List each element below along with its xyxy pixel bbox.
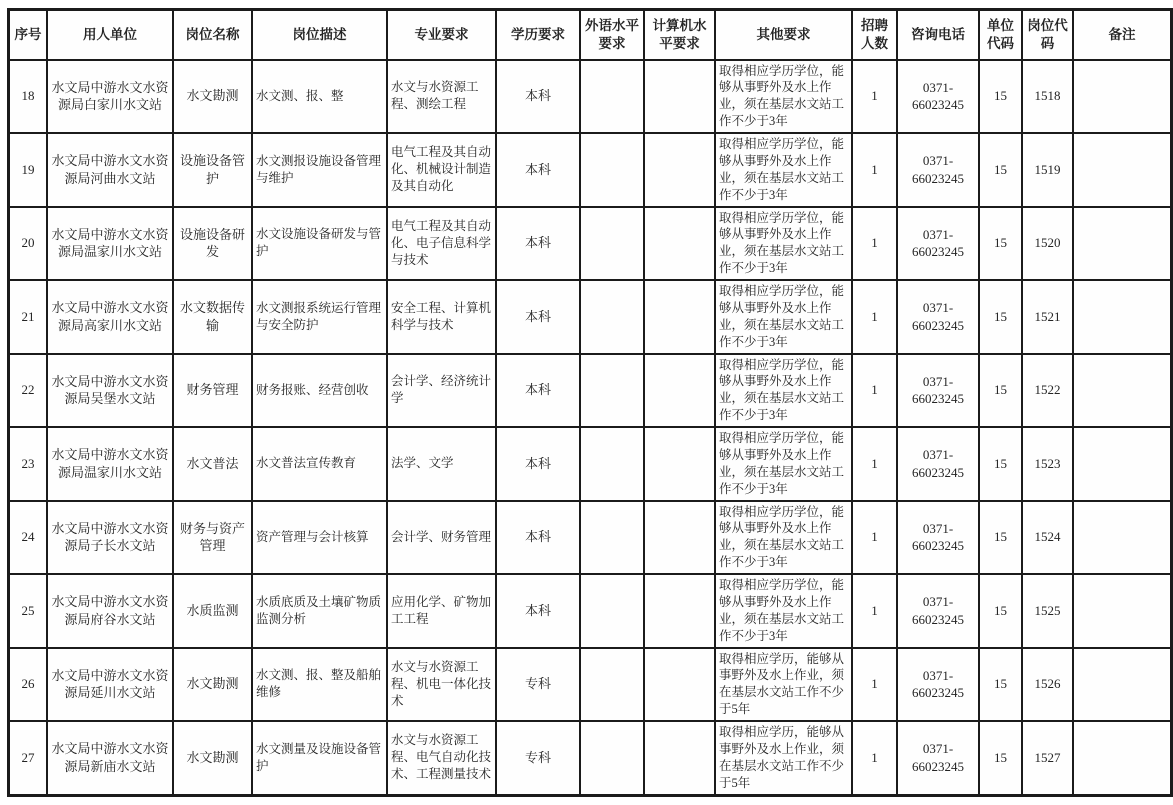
- cell-foreign_language: [580, 721, 644, 795]
- cell-computer: [644, 280, 715, 354]
- column-header-education: 学历要求: [496, 10, 580, 60]
- cell-education: 本科: [496, 133, 580, 207]
- cell-major: 应用化学、矿物加工工程: [387, 574, 496, 648]
- cell-education: 本科: [496, 427, 580, 501]
- column-header-description: 岗位描述: [252, 10, 387, 60]
- cell-description: 水文测、报、整: [252, 60, 387, 134]
- cell-foreign_language: [580, 60, 644, 134]
- cell-count: 1: [852, 60, 897, 134]
- cell-description: 水文设施设备研发与管护: [252, 207, 387, 281]
- cell-unit_code: 15: [979, 501, 1022, 575]
- cell-num: 21: [9, 280, 48, 354]
- cell-count: 1: [852, 207, 897, 281]
- cell-count: 1: [852, 427, 897, 501]
- cell-computer: [644, 574, 715, 648]
- cell-unit_code: 15: [979, 721, 1022, 795]
- cell-major: 电气工程及其自动化、电子信息科学与技术: [387, 207, 496, 281]
- cell-unit_code: 15: [979, 648, 1022, 722]
- cell-foreign_language: [580, 501, 644, 575]
- cell-major: 电气工程及其自动化、机械设计制造及其自动化: [387, 133, 496, 207]
- cell-remark: [1073, 60, 1172, 134]
- table-row: [9, 207, 1172, 281]
- cell-education: 本科: [496, 354, 580, 428]
- cell-post_code: 1527: [1022, 721, 1073, 795]
- column-header-title: 岗位名称: [173, 10, 252, 60]
- cell-major: 会计学、经济统计学: [387, 354, 496, 428]
- cell-foreign_language: [580, 354, 644, 428]
- cell-num: 22: [9, 354, 48, 428]
- cell-post_code: 1518: [1022, 60, 1073, 134]
- cell-other: 取得相应学历，能够从事野外及水上作业，须在基层水文站工作不少于5年: [715, 648, 852, 722]
- cell-education: 本科: [496, 60, 580, 134]
- cell-major: 水文与水资源工程、测绘工程: [387, 60, 496, 134]
- cell-employer: 水文局中游水文水资源局子长水文站: [47, 501, 173, 575]
- cell-count: 1: [852, 280, 897, 354]
- cell-num: 25: [9, 574, 48, 648]
- cell-unit_code: 15: [979, 280, 1022, 354]
- cell-post_code: 1520: [1022, 207, 1073, 281]
- cell-employer: 水文局中游水文水资源局吴堡水文站: [47, 354, 173, 428]
- cell-unit_code: 15: [979, 427, 1022, 501]
- cell-education: 本科: [496, 207, 580, 281]
- cell-description: 财务报账、经营创收: [252, 354, 387, 428]
- cell-employer: 水文局中游水文水资源局延川水文站: [47, 648, 173, 722]
- cell-education: 专科: [496, 721, 580, 795]
- cell-title: 财务与资产管理: [173, 501, 252, 575]
- cell-foreign_language: [580, 574, 644, 648]
- table-header: [9, 10, 1172, 60]
- cell-phone: 0371-66023245: [897, 648, 979, 722]
- cell-employer: 水文局中游水文水资源局温家川水文站: [47, 427, 173, 501]
- cell-count: 1: [852, 721, 897, 795]
- table-row: [9, 721, 1172, 795]
- cell-title: 财务管理: [173, 354, 252, 428]
- cell-computer: [644, 721, 715, 795]
- cell-post_code: 1524: [1022, 501, 1073, 575]
- cell-count: 1: [852, 501, 897, 575]
- cell-computer: [644, 133, 715, 207]
- cell-title: 水文普法: [173, 427, 252, 501]
- cell-major: 安全工程、计算机科学与技术: [387, 280, 496, 354]
- cell-post_code: 1522: [1022, 354, 1073, 428]
- cell-count: 1: [852, 354, 897, 428]
- cell-num: 20: [9, 207, 48, 281]
- cell-post_code: 1526: [1022, 648, 1073, 722]
- cell-computer: [644, 427, 715, 501]
- cell-phone: 0371-66023245: [897, 721, 979, 795]
- cell-computer: [644, 501, 715, 575]
- cell-education: 本科: [496, 280, 580, 354]
- cell-title: 水文勘测: [173, 648, 252, 722]
- cell-num: 19: [9, 133, 48, 207]
- table-body: [9, 60, 1172, 796]
- cell-count: 1: [852, 133, 897, 207]
- table-row: [9, 133, 1172, 207]
- column-header-phone: 咨询电话: [897, 10, 979, 60]
- table-row: [9, 574, 1172, 648]
- cell-other: 取得相应学历学位，能够从事野外及水上作业，须在基层水文站工作不少于3年: [715, 574, 852, 648]
- cell-description: 水文测报设施设备管理与维护: [252, 133, 387, 207]
- cell-count: 1: [852, 648, 897, 722]
- cell-title: 设施设备管护: [173, 133, 252, 207]
- cell-other: 取得相应学历学位，能够从事野外及水上作业，须在基层水文站工作不少于3年: [715, 60, 852, 134]
- cell-description: 水文普法宣传教育: [252, 427, 387, 501]
- cell-foreign_language: [580, 207, 644, 281]
- cell-computer: [644, 207, 715, 281]
- cell-remark: [1073, 427, 1172, 501]
- cell-remark: [1073, 648, 1172, 722]
- cell-employer: 水文局中游水文水资源局温家川水文站: [47, 207, 173, 281]
- table-header-row: [9, 10, 1172, 60]
- cell-title: 水文数据传输: [173, 280, 252, 354]
- column-header-employer: 用人单位: [47, 10, 173, 60]
- cell-post_code: 1519: [1022, 133, 1073, 207]
- cell-employer: 水文局中游水文水资源局府谷水文站: [47, 574, 173, 648]
- cell-post_code: 1523: [1022, 427, 1073, 501]
- cell-foreign_language: [580, 280, 644, 354]
- cell-description: 水文测、报、整及船舶维修: [252, 648, 387, 722]
- cell-num: 23: [9, 427, 48, 501]
- cell-education: 本科: [496, 574, 580, 648]
- cell-remark: [1073, 354, 1172, 428]
- cell-phone: 0371-66023245: [897, 280, 979, 354]
- cell-unit_code: 15: [979, 574, 1022, 648]
- column-header-unit_code: 单位代码: [979, 10, 1022, 60]
- column-header-other: 其他要求: [715, 10, 852, 60]
- cell-phone: 0371-66023245: [897, 354, 979, 428]
- cell-count: 1: [852, 574, 897, 648]
- cell-foreign_language: [580, 133, 644, 207]
- table-row: [9, 427, 1172, 501]
- column-header-num: 序号: [9, 10, 48, 60]
- column-header-major: 专业要求: [387, 10, 496, 60]
- cell-employer: 水文局中游水文水资源局新庙水文站: [47, 721, 173, 795]
- cell-computer: [644, 648, 715, 722]
- table-row: [9, 354, 1172, 428]
- cell-major: 水文与水资源工程、电气自动化技术、工程测量技术: [387, 721, 496, 795]
- table-row: [9, 501, 1172, 575]
- cell-title: 设施设备研发: [173, 207, 252, 281]
- cell-other: 取得相应学历学位，能够从事野外及水上作业，须在基层水文站工作不少于3年: [715, 427, 852, 501]
- cell-unit_code: 15: [979, 207, 1022, 281]
- cell-employer: 水文局中游水文水资源局河曲水文站: [47, 133, 173, 207]
- cell-title: 水质监测: [173, 574, 252, 648]
- cell-post_code: 1521: [1022, 280, 1073, 354]
- cell-remark: [1073, 133, 1172, 207]
- cell-remark: [1073, 721, 1172, 795]
- cell-computer: [644, 354, 715, 428]
- cell-other: 取得相应学历学位，能够从事野外及水上作业，须在基层水文站工作不少于3年: [715, 501, 852, 575]
- cell-unit_code: 15: [979, 354, 1022, 428]
- cell-employer: 水文局中游水文水资源局白家川水文站: [47, 60, 173, 134]
- table-row: [9, 648, 1172, 722]
- cell-education: 专科: [496, 648, 580, 722]
- cell-other: 取得相应学历，能够从事野外及水上作业，须在基层水文站工作不少于5年: [715, 721, 852, 795]
- cell-major: 水文与水资源工程、机电一体化技术: [387, 648, 496, 722]
- cell-major: 会计学、财务管理: [387, 501, 496, 575]
- table-row: [9, 280, 1172, 354]
- cell-num: 27: [9, 721, 48, 795]
- cell-phone: 0371-66023245: [897, 207, 979, 281]
- cell-other: 取得相应学历学位，能够从事野外及水上作业，须在基层水文站工作不少于3年: [715, 354, 852, 428]
- cell-num: 18: [9, 60, 48, 134]
- cell-education: 本科: [496, 501, 580, 575]
- cell-phone: 0371-66023245: [897, 133, 979, 207]
- cell-phone: 0371-66023245: [897, 427, 979, 501]
- cell-description: 水质底质及土壤矿物质监测分析: [252, 574, 387, 648]
- cell-other: 取得相应学历学位，能够从事野外及水上作业，须在基层水文站工作不少于3年: [715, 280, 852, 354]
- cell-post_code: 1525: [1022, 574, 1073, 648]
- cell-foreign_language: [580, 427, 644, 501]
- cell-phone: 0371-66023245: [897, 574, 979, 648]
- cell-employer: 水文局中游水文水资源局高家川水文站: [47, 280, 173, 354]
- cell-title: 水文勘测: [173, 60, 252, 134]
- cell-unit_code: 15: [979, 60, 1022, 134]
- table-row: [9, 60, 1172, 134]
- cell-remark: [1073, 207, 1172, 281]
- cell-unit_code: 15: [979, 133, 1022, 207]
- column-header-post_code: 岗位代码: [1022, 10, 1073, 60]
- cell-other: 取得相应学历学位，能够从事野外及水上作业，须在基层水文站工作不少于3年: [715, 207, 852, 281]
- cell-computer: [644, 60, 715, 134]
- cell-phone: 0371-66023245: [897, 60, 979, 134]
- column-header-computer: 计算机水平要求: [644, 10, 715, 60]
- cell-major: 法学、文学: [387, 427, 496, 501]
- job-positions-table: [7, 8, 1173, 797]
- cell-other: 取得相应学历学位，能够从事野外及水上作业，须在基层水文站工作不少于3年: [715, 133, 852, 207]
- cell-remark: [1073, 574, 1172, 648]
- cell-description: 水文测报系统运行管理与安全防护: [252, 280, 387, 354]
- cell-remark: [1073, 280, 1172, 354]
- cell-description: 资产管理与会计核算: [252, 501, 387, 575]
- cell-description: 水文测量及设施设备管护: [252, 721, 387, 795]
- column-header-remark: 备注: [1073, 10, 1172, 60]
- cell-foreign_language: [580, 648, 644, 722]
- column-header-count: 招聘人数: [852, 10, 897, 60]
- cell-remark: [1073, 501, 1172, 575]
- column-header-foreign_language: 外语水平要求: [580, 10, 644, 60]
- cell-phone: 0371-66023245: [897, 501, 979, 575]
- cell-title: 水文勘测: [173, 721, 252, 795]
- cell-num: 24: [9, 501, 48, 575]
- cell-num: 26: [9, 648, 48, 722]
